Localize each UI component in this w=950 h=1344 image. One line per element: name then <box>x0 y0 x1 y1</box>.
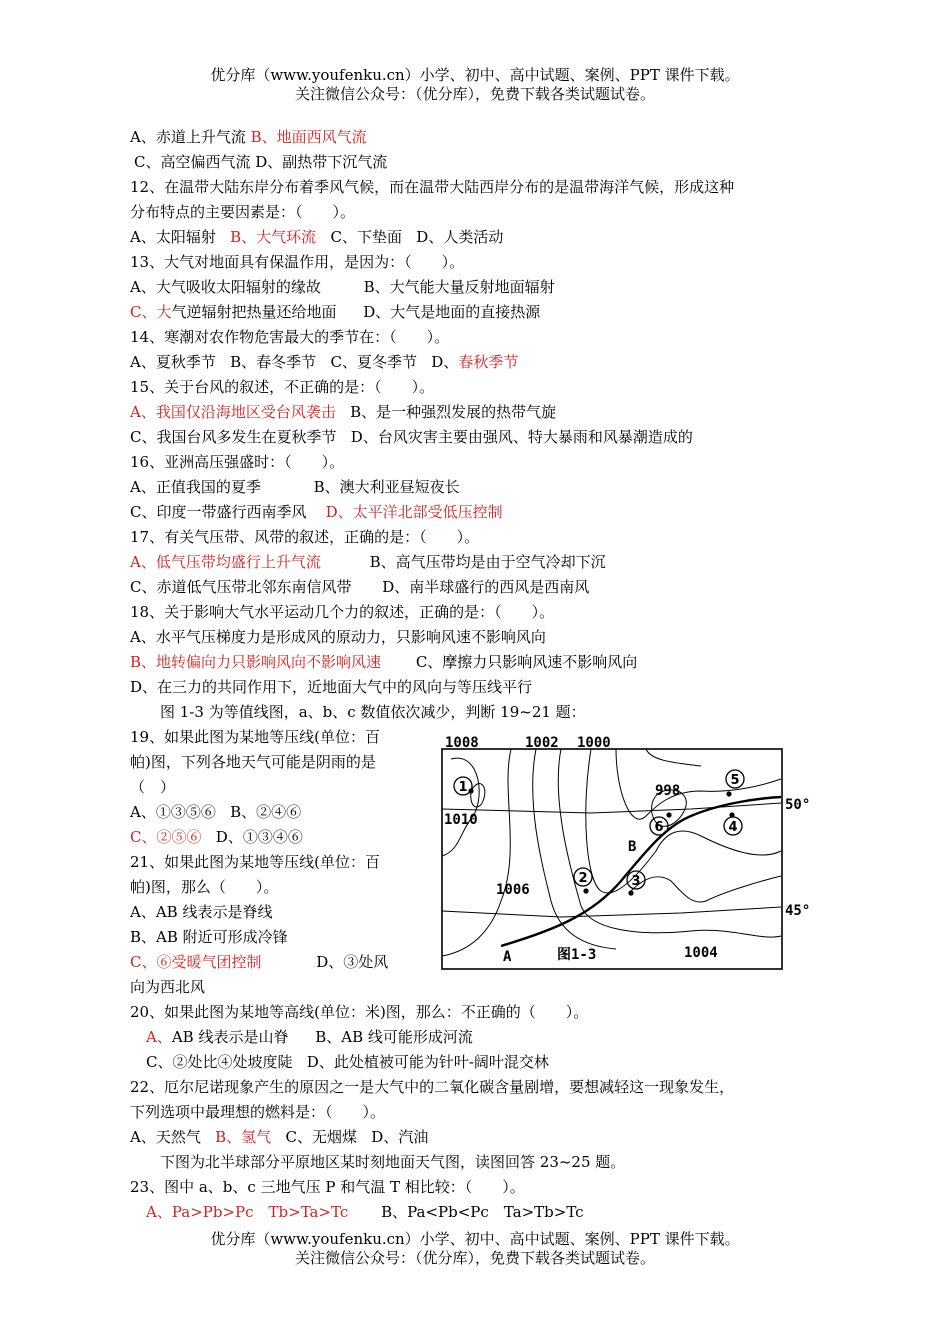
q20-answer: A、 <box>146 1028 172 1046</box>
q20-row1: A、AB 线表示是山脊 B、AB 线可能形成河流 <box>146 1028 473 1046</box>
q21-a: A、AB 线表示是脊线 <box>130 903 273 921</box>
q19-stem-1: 19、如果此图为某地等压线(单位：百 <box>130 728 380 746</box>
label-1002: 1002 <box>525 735 559 751</box>
point-5-dot <box>726 791 731 796</box>
header-line-1: 优分库（www.youfenku.cn）小学、初中、高中试题、案例、PPT 课件下载。 <box>210 66 740 84</box>
label-1006: 1006 <box>496 882 530 898</box>
q23-options: A、Pa>Pb>Pc Tb>Ta>Tc B、Pa<Pb<Pc Ta>Tb>Tc <box>146 1203 584 1221</box>
header-line-2: 关注微信公众号：（优分库），免费下载各类试题试卷。 <box>294 85 655 103</box>
q14-stem: 14、寒潮对农作物危害最大的季节在：（ ）。 <box>130 328 450 346</box>
label-45deg: 45° <box>785 903 811 919</box>
figure-isobar-map <box>441 731 813 971</box>
q18-stem: 18、关于影响大气水平运动几个力的叙述，正确的是：（ ）。 <box>130 603 555 621</box>
q13-answer: C、大 <box>130 303 172 321</box>
marker-3: 3 <box>631 874 641 889</box>
q21-d-cont: 向为西北风 <box>130 978 206 996</box>
q15-stem: 15、关于台风的叙述，不正确的是：（ ）。 <box>130 378 435 396</box>
page-header <box>0 66 950 104</box>
q16-row2: C、印度一带盛行西南季风 D、太平洋北部受低压控制 <box>130 503 503 521</box>
q16-answer: D、太平洋北部受低压控制 <box>325 503 503 521</box>
q22-stem-2: 下列选项中最理想的燃料是：（ ）。 <box>130 1103 386 1121</box>
q14-options: A、夏秋季节 B、春冬季节 C、夏冬季节 D、春秋季节 <box>130 353 519 371</box>
marker-2: 2 <box>578 871 588 886</box>
label-1004: 1004 <box>684 945 718 961</box>
q12-options: A、太阳辐射 B、大气环流 C、下垫面 D、人类活动 <box>130 228 504 246</box>
q21-b: B、AB 附近可形成冷锋 <box>130 928 288 946</box>
q17-stem: 17、有关气压带、风带的叙述，正确的是：（ ）。 <box>130 528 480 546</box>
q17-row2: C、赤道低气压带北邻东南信风带 D、南半球盛行的西风是西南风 <box>130 578 590 596</box>
q19-row2: C、②⑤⑥ D、①③④⑥ <box>130 828 303 846</box>
marker-5: 5 <box>730 773 740 788</box>
label-50deg: 50° <box>785 797 811 813</box>
q23-answer: A、Pa>Pb>Pc Tb>Ta>Tc <box>146 1203 349 1221</box>
q12-stem-2: 分布特点的主要因素是：（ ）。 <box>130 203 356 221</box>
q14-answer: 春秋季节 <box>458 353 519 371</box>
q22-stem-1: 22、厄尔尼诺现象产生的原因之一是大气中的二氧化碳含量剧增，要想减轻这一现象发生， <box>130 1078 735 1096</box>
q11-answer: B、地面西风气流 <box>250 128 367 146</box>
q18-row2: B、地转偏向力只影响风向不影响风速 C、摩擦力只影响风速不影响风向 <box>130 653 638 671</box>
q18-d: D、在三力的共同作用下，近地面大气中的风向与等压线平行 <box>130 678 533 696</box>
point-6-dot <box>666 812 671 817</box>
q13-row2: C、大气逆辐射把热量还给地面 D、大气是地面的直接热源 <box>130 303 541 321</box>
footer-line-2: 关注微信公众号：（优分库），免费下载各类试题试卷。 <box>294 1249 655 1267</box>
q17-answer: A、低气压带均盛行上升气流 <box>130 553 321 571</box>
point-2-dot <box>583 888 588 893</box>
q16-row1: A、正值我国的夏季 B、澳大利亚昼短夜长 <box>130 478 460 496</box>
label-1008: 1008 <box>445 735 479 751</box>
q21-row3: C、⑥受暖气团控制 D、③处风 <box>130 953 389 971</box>
q23-intro: 下图为北半球部分平原地区某时刻地面天气图，读图回答 23~25 题。 <box>160 1153 626 1171</box>
q20-stem: 20、如果此图为某地等高线(单位：米)图，那么：不正确的（ ）。 <box>130 1003 589 1021</box>
figure-caption: 图1-3 <box>557 947 597 963</box>
q18-answer: B、地转偏向力只影响风向不影响风速 <box>130 653 382 671</box>
q19-answer: C、②⑤⑥ <box>130 828 202 846</box>
q19-stem-3: （ ） <box>130 778 176 796</box>
q17-row1: A、低气压带均盛行上升气流 B、高气压带均是由于空气冷却下沉 <box>130 553 606 571</box>
q16-stem: 16、亚洲高压强盛时：（ ）。 <box>130 453 345 471</box>
q18-a: A、水平气压梯度力是形成风的原动力，只影响风速不影响风向 <box>130 628 546 646</box>
q15-row1: A、我国仅沿海地区受台风袭击 B、是一种强烈发展的热带气旋 <box>130 403 557 421</box>
page-footer <box>0 1230 950 1268</box>
q13-stem: 13、大气对地面具有保温作用，是因为：（ ）。 <box>130 253 465 271</box>
marker-6: 6 <box>654 820 664 835</box>
q20-row2: C、②处比④处坡度陡 D、此处植被可能为针叶-阔叶混交林 <box>146 1053 549 1071</box>
q19-stem-2: 帕)图，下列各地天气可能是阴雨的是 <box>130 753 376 771</box>
q15-answer: A、我国仅沿海地区受台风袭击 <box>130 403 336 421</box>
label-1000: 1000 <box>577 735 611 751</box>
q13-row1: A、大气吸收太阳辐射的缘故 B、大气能大量反射地面辐射 <box>130 278 555 296</box>
label-998: 998 <box>655 783 681 799</box>
point-3-dot <box>628 890 633 895</box>
q15-row2: C、我国台风多发生在夏秋季节 D、台风灾害主要由强风、特大暴雨和风暴潮造成的 <box>130 428 693 446</box>
q21-answer: C、⑥受暖气团控制 <box>130 953 262 971</box>
figure-intro: 图 1-3 为等值线图，a、b、c 数值依次减少，判断 19~21 题： <box>160 703 586 721</box>
q12-stem-1: 12、在温带大陆东岸分布着季风气候，而在温带大陆西岸分布的是温带海洋气候，形成这种 <box>130 178 735 196</box>
q11-row2: C、高空偏西气流 D、副热带下沉气流 <box>134 153 388 171</box>
q22-options: A、天然气 B、氢气 C、无烟煤 D、汽油 <box>130 1128 429 1146</box>
marker-4: 4 <box>728 820 738 835</box>
q11-row1: A、赤道上升气流 B、地面西风气流 <box>130 128 367 146</box>
q19-row1: A、①③⑤⑥ B、②④⑥ <box>130 803 302 821</box>
q21-stem-2: 帕)图，那么（ ）。 <box>130 878 279 896</box>
label-b: B <box>628 839 637 855</box>
q21-stem-1: 21、如果此图为某地等压线(单位：百 <box>130 853 380 871</box>
marker-1: 1 <box>458 780 468 795</box>
footer-line-1: 优分库（www.youfenku.cn）小学、初中、高中试题、案例、PPT 课件下载。 <box>210 1230 740 1248</box>
q22-answer: B、氢气 <box>215 1128 272 1146</box>
label-a: A <box>503 949 512 965</box>
q23-stem: 23、图中 a、b、c 三地气压 P 和气温 T 相比较：（ ）。 <box>130 1178 525 1196</box>
q12-answer: B、大气环流 <box>230 228 317 246</box>
label-1010: 1010 <box>444 812 478 828</box>
